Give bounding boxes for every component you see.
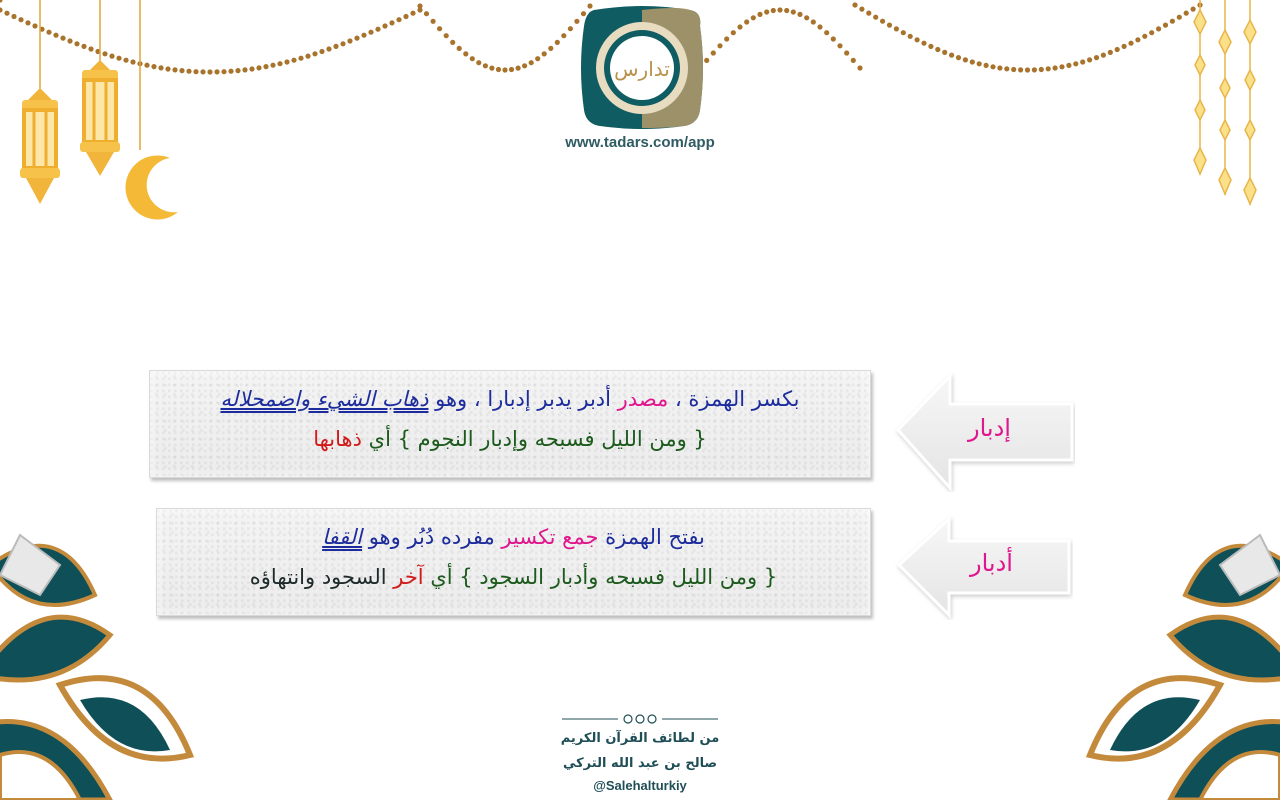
footer-caption: من لطائف القرآن الكريم xyxy=(560,731,720,746)
verse-line xyxy=(173,557,854,597)
verse-line xyxy=(166,419,854,459)
definition-box-adbar xyxy=(156,508,871,616)
term-label-adbar: أدبار xyxy=(970,549,1013,577)
term-label-idbar: إدبار xyxy=(968,414,1011,442)
definition-line xyxy=(166,379,854,419)
definition-segment: القفا xyxy=(322,525,363,549)
hanging-ornaments-decoration xyxy=(1180,0,1280,215)
floral-corner-decoration-left xyxy=(0,525,210,800)
lanterns-moon-decoration xyxy=(0,0,200,230)
definition-line xyxy=(173,517,854,557)
definition-segment: ذهاب الشيء واضمحلاله xyxy=(220,387,429,411)
crescent-moon-icon xyxy=(125,155,178,219)
definition-segment: مفرده دُبُر وهو xyxy=(362,525,502,549)
tadars-logo[interactable] xyxy=(580,6,704,130)
verse-segment: { ومن الليل فسبحه وإدبار النجوم } أي xyxy=(361,427,707,451)
verse-segment: آخر xyxy=(393,565,424,589)
site-url-link[interactable]: www.tadars.com/app xyxy=(565,134,715,151)
verse-segment: { ومن الليل فسبحه وأدبار السجود } أي xyxy=(423,565,778,589)
definition-segment: بفتح الهمزة xyxy=(598,525,705,549)
ornamental-divider xyxy=(562,712,718,726)
lantern-icon xyxy=(80,60,120,176)
verse-segment: السجود وانتهاؤه xyxy=(249,565,394,589)
definition-segment: مصدر xyxy=(617,387,669,411)
svg-text:تدارس: تدارس xyxy=(614,57,670,81)
lantern-icon xyxy=(20,88,60,204)
definition-box-idbar xyxy=(149,370,871,478)
floral-corner-decoration-right xyxy=(1085,525,1280,800)
definition-segment: جمع تكسير xyxy=(501,525,599,549)
verse-segment: ذهابها xyxy=(313,427,362,451)
footer-handle-link[interactable]: @Salehalturkiy xyxy=(593,778,687,793)
footer-author: صالح بن عبد الله التركي xyxy=(562,756,718,771)
definition-segment: بكسر الهمزة ، xyxy=(668,387,800,411)
definition-segment: أدبر يدبر إدبارا ، وهو xyxy=(428,387,618,411)
